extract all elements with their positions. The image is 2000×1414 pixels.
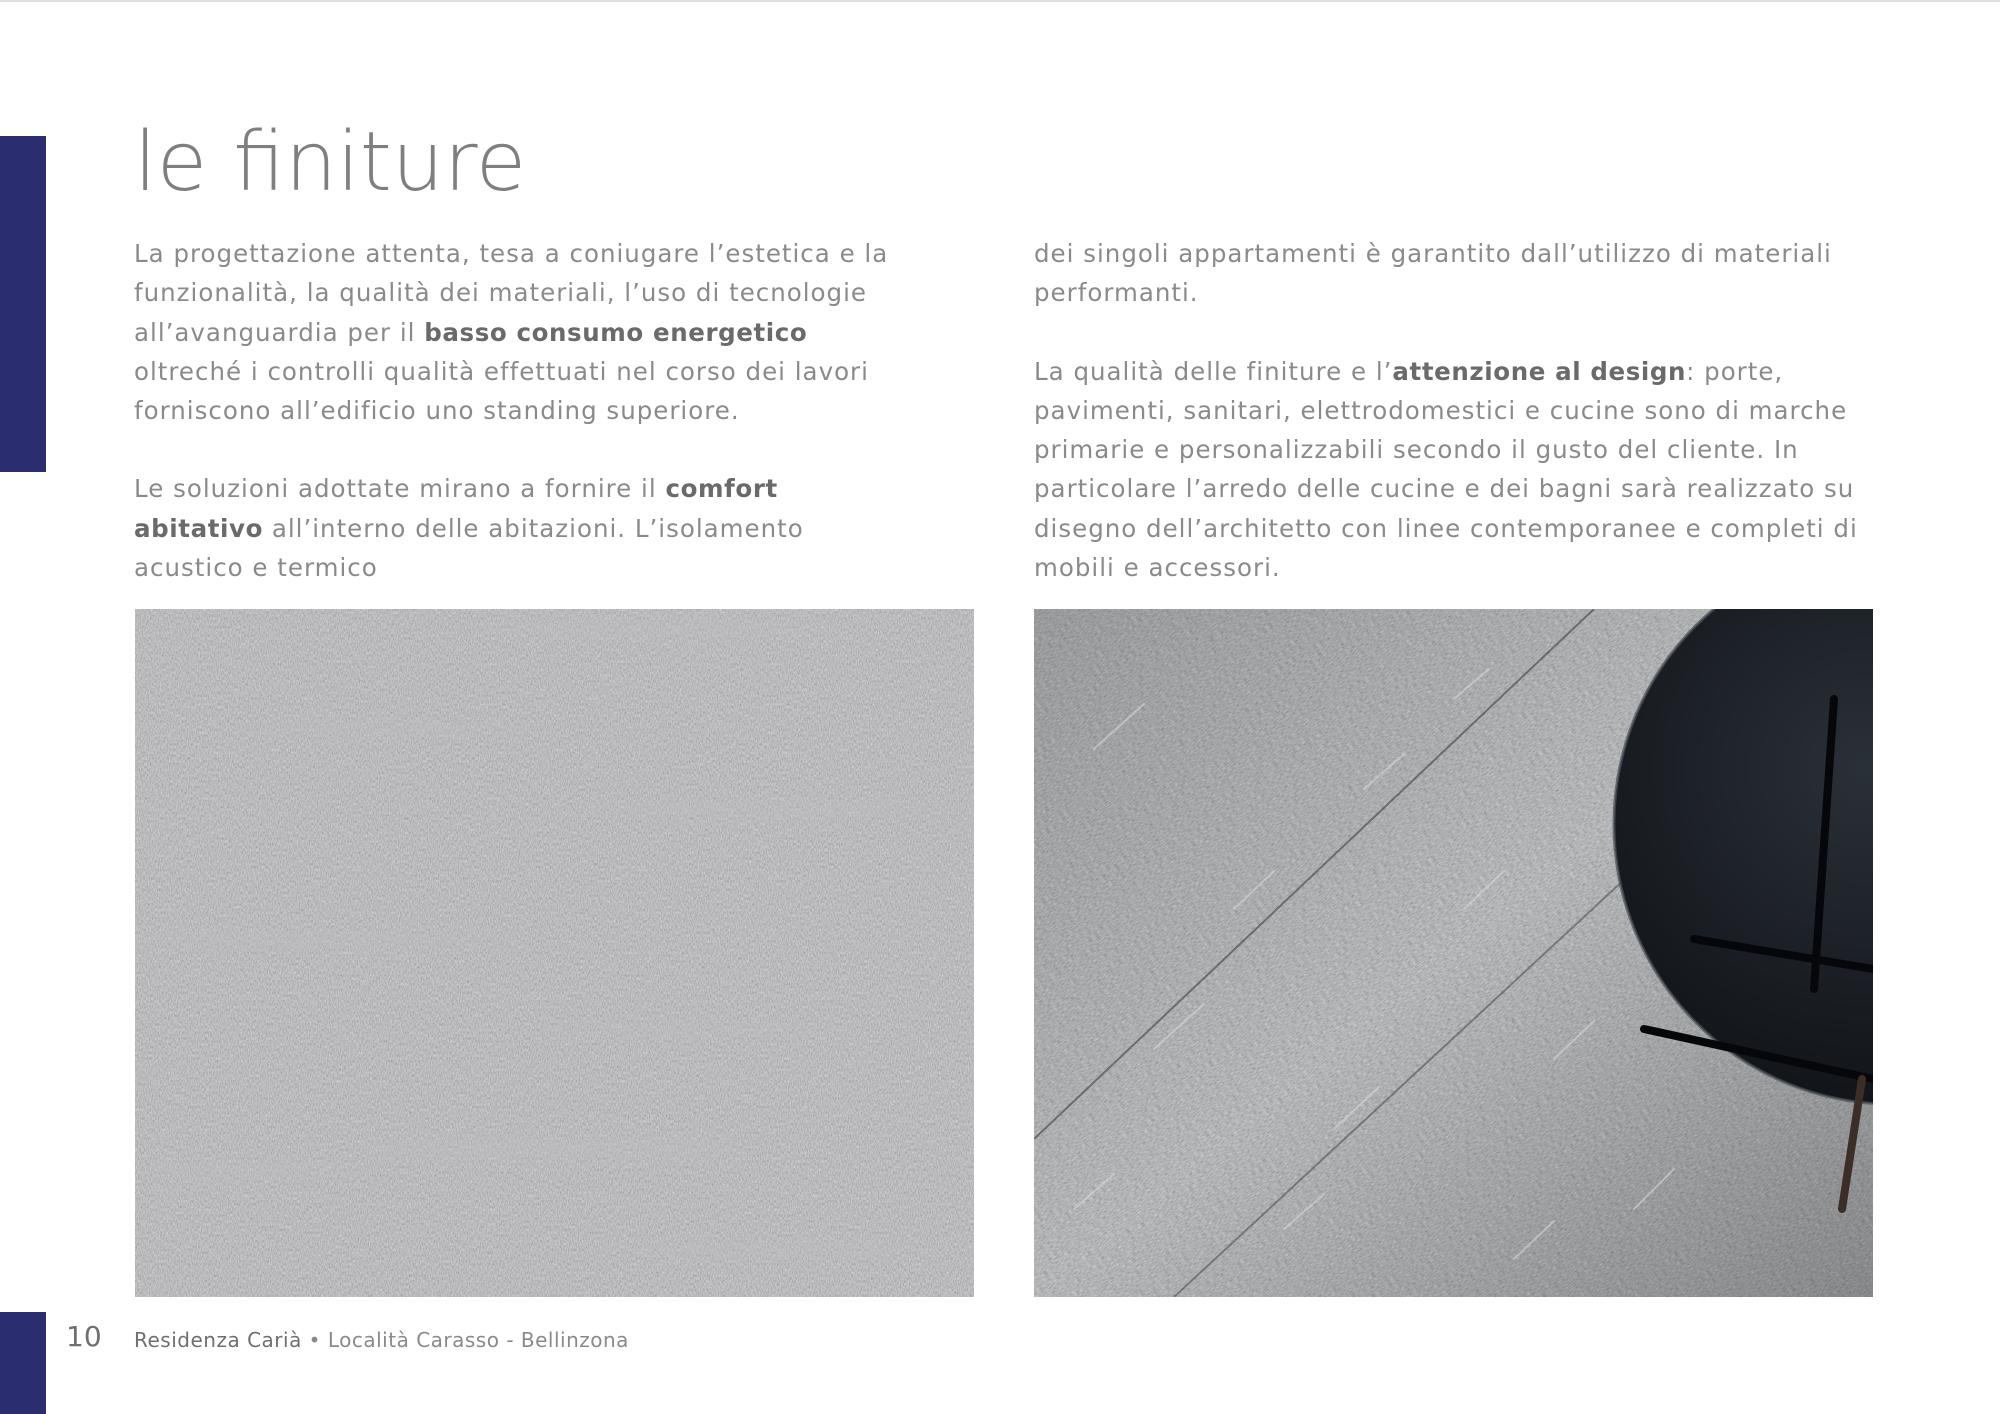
paragraph-2: Le soluzioni adottate mirano a fornire il comfort abitativo all’interno delle abitazioni. L’isolamento acustico e termico xyxy=(134,474,804,583)
accent-bar-top xyxy=(0,136,46,472)
footer-project-name: Residenza Carià xyxy=(134,1328,302,1352)
stone-texture-image xyxy=(135,609,974,1297)
footer-caption xyxy=(134,1328,629,1352)
footer-separator: • xyxy=(301,1328,328,1352)
highlight-comfort: comfort abitativo xyxy=(134,474,778,543)
paragraph-3: dei singoli appartamenti è garantito dall’utilizzo di materiali performanti. xyxy=(1034,239,1832,308)
stone-floor-with-glass-table-image xyxy=(1034,609,1873,1297)
accent-bar-bottom xyxy=(0,1312,46,1414)
top-rule xyxy=(0,0,2000,2)
text-column-right xyxy=(1034,234,1864,587)
footer-location: Località Carasso - Bellinzona xyxy=(327,1328,629,1352)
paragraph-1: La progettazione attenta, tesa a coniugare l’estetica e la funzionalità, la qualità dei materiali, l’uso di tecnologie all’avanguardia per il basso consumo energetico oltreché i controlli qualità effettuati nel corso dei lavori forniscono all’edificio uno standing superiore. xyxy=(134,239,889,426)
page-number: 10 xyxy=(66,1320,102,1353)
highlight-energy: basso consumo energetico xyxy=(424,317,808,347)
highlight-design: attenzione al design xyxy=(1392,356,1687,386)
text-column-left xyxy=(134,234,894,587)
paragraph-4: La qualità delle finiture e l’attenzione al design: porte, pavimenti, sanitari, elettrodomestici e cucine sono di marche primarie e personalizzabili secondo il gusto del cliente. In particolare l’arredo delle cucine e dei bagni sarà realizzato su disegno dell’architetto con linee contemporanee e completi di mobili e accessori. xyxy=(1034,356,1858,583)
page-title: le finiture xyxy=(134,115,527,210)
